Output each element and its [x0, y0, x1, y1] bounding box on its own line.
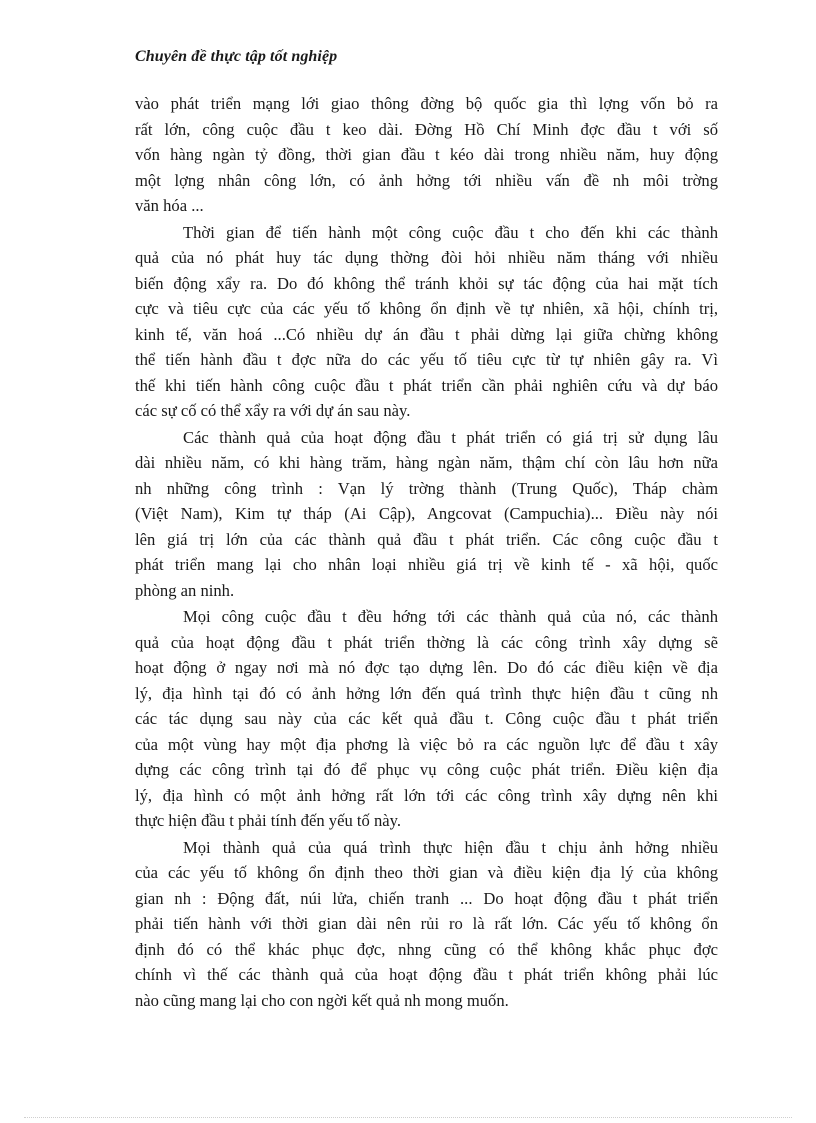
text-line: gian nh : Động đất, núi lửa, chiến tranh ... Do hoạt động đầu t phát triển — [135, 888, 718, 908]
text-line: các sự cố có thể xẩy ra với dự án sau này. — [135, 401, 411, 420]
text-line: của các yếu tố không ổn định theo thời gian và điều kiện địa lý của không — [135, 863, 718, 882]
text-line: kinh tế, văn hoá ...Có nhiều dự án đầu t phải dừng lại giữa chừng không — [135, 324, 718, 344]
text-line: quả của nó phát huy tác dụng thờng đòi hỏi nhiều năm tháng với nhiều — [135, 248, 718, 267]
text-line: phải tiến hành với thời gian dài nên rủi ro là rất lớn. Các yếu tố không ổn — [135, 914, 718, 933]
text-line: hoạt động ở ngay nơi mà nó đợc tạo dựng lên. Do đó các điều kiện về địa — [135, 658, 718, 677]
text-line: phát triển mang lại cho nhân loại nhiều giá trị về kinh tế - xã hội, quốc — [135, 555, 718, 574]
text-line: (Việt Nam), Kim tự tháp (Ai Cập), Angcovat (Campuchia)... Điều này nói — [135, 504, 718, 523]
text-line: chính vì thế các thành quả của hoạt động đầu t phát triển không phải lúc — [135, 965, 718, 984]
text-line: Mọi công cuộc đầu t đều hớng tới các thành quả của nó, các thành — [183, 607, 718, 626]
paragraph — [135, 220, 718, 424]
text-line: cực và tiêu cực của các yếu tố không ổn định về tự nhiên, xã hội, chính trị, — [135, 299, 718, 318]
text-line: các tác dụng sau này của các kết quả đầu t. Công cuộc đầu t phát triển — [135, 709, 718, 728]
text-line: rất lớn, công cuộc đầu t keo dài. Đờng Hồ Chí Minh đợc đầu t với số — [135, 119, 718, 139]
text-line: dài nhiều năm, có khi hàng trăm, hàng ngàn năm, thậm chí còn lâu hơn nữa — [135, 453, 718, 472]
text-line: lý, địa hình có một ảnh hởng rất lớn tới các công trình xây dựng nên khi — [135, 785, 718, 805]
text-line: nh những công trình : Vạn lý trờng thành (Trung Quốc), Tháp chàm — [135, 478, 718, 498]
paragraph — [135, 91, 718, 219]
text-line: vốn hàng ngàn tỷ đồng, thời gian đầu t kéo dài trong nhiều năm, huy động — [135, 145, 718, 164]
text-line: thể tiến hành đầu t đợc nữa do các yếu tố tiêu cực từ tự nhiên gây ra. Vì — [135, 350, 718, 369]
text-line: nào cũng mang lại cho con ngời kết quả nh mong muốn. — [135, 990, 509, 1010]
page-header: Chuyên đề thực tập tốt nghiệp — [135, 48, 338, 65]
text-line: lý, địa hình tại đó có ảnh hởng lớn đến quá trình thực hiện đầu t cũng nh — [135, 683, 718, 703]
text-line: Các thành quả của hoạt động đầu t phát triển có giá trị sử dụng lâu — [183, 427, 718, 447]
text-line: định đó có thể khác phục đợc, nhng cũng có thể không khắc phục đợc — [135, 939, 718, 959]
text-line: dựng các công trình tại đó để phục vụ công cuộc phát triển. Điều kiện địa — [135, 760, 718, 779]
page-bottom-divider — [24, 1117, 792, 1118]
text-line: thực hiện đầu t phải tính đến yếu tố này. — [135, 811, 401, 830]
paragraph — [135, 425, 718, 604]
text-line: văn hóa ... — [135, 196, 204, 215]
text-line: phòng an ninh. — [135, 580, 235, 600]
text-line: một lợng nhân công lớn, có ảnh hởng tới nhiều vấn đề nh môi trờng — [135, 170, 718, 190]
text-line: biến động xẩy ra. Do đó không thể tránh khỏi sự tác động của hai mặt tích — [135, 273, 718, 293]
text-line: quả của hoạt động đầu t phát triển thờng là các công trình xây dựng sẽ — [135, 632, 718, 652]
text-line: lên giá trị lớn của các thành quả đầu t phát triển. Các công cuộc đầu t — [135, 529, 718, 549]
text-line: của một vùng hay một địa phơng là việc bỏ ra các nguồn lực để đầu t xây — [135, 734, 718, 754]
text-line: Thời gian để tiến hành một công cuộc đầu t cho đến khi các thành — [183, 222, 718, 242]
paragraph — [135, 604, 718, 834]
document-body — [135, 91, 718, 1014]
paragraph — [135, 835, 718, 1014]
text-line: vào phát triển mạng lới giao thông đờng bộ quốc gia thì lợng vốn bỏ ra — [135, 94, 718, 113]
text-line: thế khi tiến hành công cuộc đầu t phát triển cần phải nghiên cứu và dự báo — [135, 375, 718, 395]
text-line: Mọi thành quả của quá trình thực hiện đầu t chịu ảnh hởng nhiều — [183, 837, 718, 857]
